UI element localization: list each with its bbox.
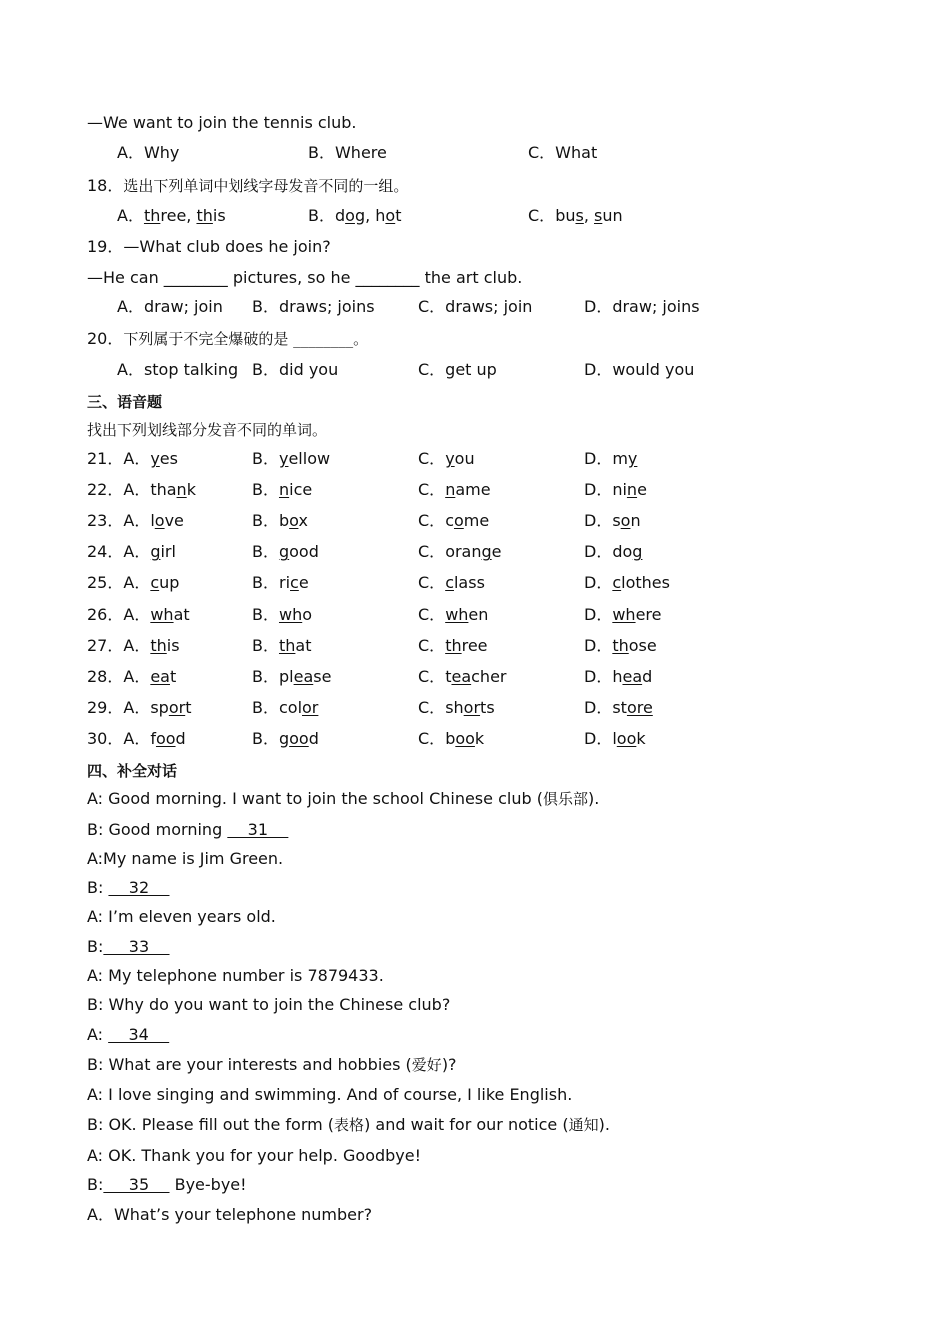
option-letter: A． xyxy=(123,542,151,562)
option: B．draws; joins xyxy=(252,297,375,316)
option: B．Where xyxy=(308,143,387,162)
option xyxy=(584,573,670,593)
word: color xyxy=(278,697,319,717)
dialogue-text: A: I love singing and swimming. And of course, I like English. xyxy=(87,1085,573,1104)
dialogue-text: B: xyxy=(87,1175,104,1194)
phonics-item xyxy=(87,480,196,500)
option xyxy=(252,729,319,749)
option xyxy=(418,573,485,593)
option-letter: B． xyxy=(252,604,279,624)
option-letter: A． xyxy=(123,480,151,500)
option-letter: B． xyxy=(252,666,279,686)
underlined-letters: th xyxy=(196,206,213,225)
question-18 xyxy=(87,176,408,196)
word: dog xyxy=(334,206,366,225)
option-letter: B． xyxy=(252,573,279,593)
underlined-letters: th xyxy=(612,635,629,655)
section-3-heading: 三、语音题 xyxy=(87,393,163,411)
word: what xyxy=(150,604,190,624)
option xyxy=(252,480,312,500)
section-3-instruction: 找出下列划线部分发音不同的单词。 xyxy=(87,421,328,439)
underlined-letters: oo xyxy=(616,728,637,748)
underlined-letters: n xyxy=(445,480,456,500)
option-letter: A． xyxy=(123,728,151,748)
answer-blank: 31 xyxy=(227,820,289,839)
underlined-letters: or xyxy=(168,697,186,717)
underlined-letters: or xyxy=(302,697,319,717)
dialogue-line xyxy=(87,789,599,809)
option xyxy=(252,667,331,687)
option: A．draw; join xyxy=(117,297,223,316)
option-letter: C． xyxy=(418,511,446,531)
dialogue-line xyxy=(87,820,288,840)
answer-blank: 34 xyxy=(108,1025,170,1044)
phonics-item xyxy=(87,511,184,531)
word: those xyxy=(612,635,657,655)
option xyxy=(584,605,661,625)
word: cup xyxy=(150,573,180,593)
underlined-letters: ea xyxy=(451,666,472,686)
option-letter: C． xyxy=(418,573,446,593)
dialogue-text: ) and wait for our notice ( xyxy=(364,1115,569,1134)
underlined-letters: oo xyxy=(289,728,309,748)
option xyxy=(252,636,311,656)
option-letter: A． xyxy=(123,666,151,686)
word: shorts xyxy=(445,697,495,717)
option-letter: D． xyxy=(584,728,613,748)
word: good xyxy=(278,542,319,562)
underlined-letters: th xyxy=(143,206,161,225)
option: D．draw; joins xyxy=(584,297,700,316)
option xyxy=(584,698,653,718)
phonics-item xyxy=(87,729,186,749)
underlined-letters: wh xyxy=(612,604,636,624)
word: love xyxy=(150,511,184,531)
dialogue-line xyxy=(87,995,450,1015)
option xyxy=(584,667,652,687)
word: sun xyxy=(594,206,623,225)
dialogue-text: B: xyxy=(87,878,109,897)
option-letter: D． xyxy=(584,480,613,500)
question-20 xyxy=(87,329,368,349)
underlined-letters: g xyxy=(278,542,290,562)
word: class xyxy=(445,573,485,593)
option xyxy=(418,698,495,718)
question-number: 27． xyxy=(87,635,124,655)
word: this xyxy=(150,635,180,655)
word: clothes xyxy=(612,573,670,593)
option xyxy=(252,605,312,625)
underlined-letters: c xyxy=(445,573,454,593)
option: C．What xyxy=(528,143,598,162)
question-19-line2: —He can ________ pictures, so he ________ the art club. xyxy=(87,268,523,287)
word: bus xyxy=(555,206,584,225)
dialogue-text: B: Good morning xyxy=(87,820,228,839)
underlined-letters: th xyxy=(445,635,462,655)
answer-blank: 32 xyxy=(108,878,170,897)
dialogue-text: A: Good morning. I want to join the school Chinese club ( xyxy=(87,789,543,808)
question-number: 24． xyxy=(87,542,124,562)
underlined-letters: c xyxy=(150,573,160,593)
underlined-letters: y xyxy=(627,449,638,468)
question-stem: 下列属于不完全爆破的是 ________。 xyxy=(123,330,369,348)
option xyxy=(584,636,657,656)
dialogue-text: )? xyxy=(441,1055,457,1074)
option xyxy=(418,729,484,749)
word: three xyxy=(143,206,187,225)
option xyxy=(252,573,309,593)
underlined-letters: o xyxy=(154,511,165,531)
dialogue-text: ). xyxy=(598,1115,610,1134)
option-letter: B． xyxy=(252,697,279,717)
word: son xyxy=(612,511,641,531)
underlined-letters: n xyxy=(626,480,638,500)
option: A．Why xyxy=(117,143,180,162)
option: B．dog, hot xyxy=(308,206,402,225)
dialogue-line xyxy=(87,878,170,898)
word: book xyxy=(445,728,485,748)
dialogue-line xyxy=(87,966,384,986)
option xyxy=(418,449,475,469)
dialogue-text: A:My name is Jim Green. xyxy=(87,849,284,868)
option-letter: A． xyxy=(123,635,151,655)
option-letter: B． xyxy=(252,728,279,748)
dialogue-text: B: xyxy=(87,937,104,956)
option: C．bus, sun xyxy=(528,206,623,225)
option-letter: B． xyxy=(252,635,279,655)
dialogue-line xyxy=(87,849,283,869)
word: you xyxy=(445,449,475,468)
option-letter: A． xyxy=(123,573,151,593)
dialogue-text: B: What are your interests and hobbies ( xyxy=(87,1055,412,1074)
chinese-gloss: 表格 xyxy=(334,1116,365,1134)
word: look xyxy=(612,728,646,748)
underlined-letters: oo xyxy=(155,728,176,748)
dialogue-line xyxy=(87,1175,247,1195)
option-letter: C． xyxy=(418,666,446,686)
chinese-gloss: 俱乐部 xyxy=(542,790,588,808)
phonics-item xyxy=(87,449,178,469)
option-letter: D． xyxy=(584,542,613,562)
word: yes xyxy=(150,449,178,468)
chinese-gloss: 通知 xyxy=(568,1116,599,1134)
option xyxy=(584,542,642,562)
dialogue-line xyxy=(87,1025,169,1045)
word: orange xyxy=(445,542,502,562)
phonics-item xyxy=(87,605,190,625)
phonics-item xyxy=(87,636,180,656)
question-number: 19． xyxy=(87,237,124,256)
question-number: 21． xyxy=(87,449,124,468)
underlined-letters: wh xyxy=(445,604,469,624)
underlined-letters: wh xyxy=(150,604,174,624)
option xyxy=(418,511,489,531)
option-letter: D． xyxy=(584,697,613,717)
word: that xyxy=(278,635,312,655)
word: sport xyxy=(150,697,192,717)
option xyxy=(584,449,637,469)
dialogue-text: A: My telephone number is 7879433. xyxy=(87,966,384,985)
option-letter: C． xyxy=(418,480,446,500)
underlined-letters: ea xyxy=(622,666,643,686)
option xyxy=(418,636,488,656)
option-letter: B． xyxy=(252,542,279,562)
dialogue-text: A: I’m eleven years old. xyxy=(87,907,276,926)
phonics-item xyxy=(87,698,191,718)
option-letter: C． xyxy=(528,206,556,225)
underlined-letters: g xyxy=(632,542,643,562)
phonics-item xyxy=(87,542,176,562)
phonics-item xyxy=(87,573,179,593)
word: who xyxy=(278,604,313,624)
option xyxy=(418,480,491,500)
question-number: 22． xyxy=(87,480,124,500)
dialogue-line xyxy=(87,907,276,927)
question-stem: —What club does he join? xyxy=(123,237,331,256)
dialogue-text: B: OK. Please fill out the form ( xyxy=(87,1115,335,1134)
question-number: 25． xyxy=(87,573,124,593)
option xyxy=(252,511,308,531)
question-stem: 选出下列单词中划线字母发音不同的一组。 xyxy=(123,177,409,195)
word: food xyxy=(150,728,186,748)
word: my xyxy=(612,449,638,468)
answer-blank: 33 xyxy=(103,937,170,956)
underlined-letters: ea xyxy=(293,666,314,686)
word: good xyxy=(278,728,319,748)
underlined-letters: g xyxy=(150,542,161,562)
word: come xyxy=(445,511,490,531)
word: yellow xyxy=(278,449,331,468)
underlined-letters: or xyxy=(463,697,481,717)
underlined-letters: ore xyxy=(626,697,653,717)
option-letter: C． xyxy=(418,635,446,655)
option-letter: B． xyxy=(252,449,279,468)
underlined-letters: o xyxy=(453,511,464,531)
underlined-letters: y xyxy=(278,449,289,468)
underlined-letters: o xyxy=(289,511,299,531)
underlined-letters: th xyxy=(150,635,167,655)
underlined-letters: y xyxy=(150,449,160,468)
underlined-letters: o xyxy=(620,511,631,531)
word: please xyxy=(278,666,332,686)
underlined-letters: c xyxy=(612,573,622,593)
dialogue-line xyxy=(87,1055,457,1075)
underlined-letters: wh xyxy=(278,604,303,624)
dialogue-line xyxy=(87,1205,372,1225)
option-letter: D． xyxy=(584,604,613,624)
option: A．stop talking xyxy=(117,360,239,379)
word: nine xyxy=(612,480,647,500)
option-letter: A． xyxy=(123,604,151,624)
option-letter: A． xyxy=(123,449,151,468)
option xyxy=(252,542,319,562)
answer-blank: 35 xyxy=(103,1175,170,1194)
word: nice xyxy=(278,480,313,500)
word: hot xyxy=(375,206,402,225)
dialogue-line xyxy=(87,1115,610,1135)
option xyxy=(252,698,318,718)
option-letter: C． xyxy=(418,449,446,468)
underlined-letters: oo xyxy=(455,728,475,748)
option-letter: A． xyxy=(123,511,151,531)
underlined-letters: n xyxy=(176,480,187,500)
option-letter: C． xyxy=(418,697,446,717)
option xyxy=(584,480,647,500)
option-letter: D． xyxy=(584,449,613,468)
option xyxy=(584,511,641,531)
word: head xyxy=(612,666,653,686)
underlined-letters: s xyxy=(575,206,584,225)
underlined-letters: th xyxy=(278,635,296,655)
dialogue-text: A: OK. Thank you for your help. Goodbye! xyxy=(87,1146,422,1165)
dialogue-line xyxy=(87,1085,572,1105)
word: three xyxy=(445,635,488,655)
word: rice xyxy=(278,573,309,593)
section-4-heading: 四、补全对话 xyxy=(87,762,178,780)
option-letter: A． xyxy=(117,206,144,225)
option: C．draws; join xyxy=(418,297,533,316)
option-letter: C． xyxy=(418,542,446,562)
word: dog xyxy=(612,542,643,562)
word: teacher xyxy=(445,666,507,686)
option xyxy=(418,667,506,687)
phonics-item xyxy=(87,667,176,687)
option: B．did you xyxy=(252,360,339,379)
option xyxy=(252,449,330,469)
word: store xyxy=(612,697,653,717)
option-letter: D． xyxy=(584,635,613,655)
word: when xyxy=(445,604,489,624)
question-number: 20． xyxy=(87,329,124,348)
dialogue-text: Bye-bye! xyxy=(169,1175,247,1194)
option-letter: B． xyxy=(252,511,279,531)
option-letter: A． xyxy=(123,697,151,717)
dialogue-text: B: Why do you want to join the Chinese club? xyxy=(87,995,451,1014)
dialogue-line xyxy=(87,937,170,957)
dialogue-text: A: xyxy=(87,1025,109,1044)
underlined-letters: c xyxy=(290,573,299,593)
option-letter: C． xyxy=(418,604,446,624)
word: box xyxy=(278,511,308,531)
question-number: 29． xyxy=(87,697,124,717)
q17-answer-line: —We want to join the tennis club. xyxy=(87,113,357,132)
option-letter: D． xyxy=(584,511,613,531)
underlined-letters: o xyxy=(385,206,396,225)
word: eat xyxy=(150,666,177,686)
option-letter: D． xyxy=(584,573,613,593)
underlined-letters: g xyxy=(481,542,492,562)
question-number: 28． xyxy=(87,666,124,686)
word: name xyxy=(445,480,491,500)
option-letter: D． xyxy=(584,666,613,686)
option: A．three, this xyxy=(117,206,226,225)
dialogue-text: ). xyxy=(587,789,600,808)
underlined-letters: s xyxy=(594,206,603,225)
option-letter: B． xyxy=(252,480,279,500)
option xyxy=(418,605,488,625)
question-19 xyxy=(87,237,331,257)
underlined-letters: ea xyxy=(150,666,170,686)
underlined-letters: o xyxy=(345,206,355,225)
dialogue-line xyxy=(87,1146,421,1166)
option-letter: B． xyxy=(308,206,335,225)
question-number: 23． xyxy=(87,511,124,531)
option-letter: C． xyxy=(418,728,446,748)
word: where xyxy=(612,604,662,624)
question-number: 30． xyxy=(87,728,124,748)
word: thank xyxy=(150,480,196,500)
question-number: 18． xyxy=(87,176,124,195)
chinese-gloss: 爱好 xyxy=(411,1056,442,1074)
word: girl xyxy=(150,542,176,562)
underlined-letters: y xyxy=(445,449,455,468)
word: this xyxy=(196,206,226,225)
question-number: 26． xyxy=(87,604,124,624)
option: C．get up xyxy=(418,360,497,379)
option: D．would you xyxy=(584,360,695,379)
option xyxy=(584,729,646,749)
option xyxy=(418,542,502,562)
underlined-letters: n xyxy=(278,480,290,500)
dialogue-text: A．What’s your telephone number? xyxy=(87,1205,373,1224)
